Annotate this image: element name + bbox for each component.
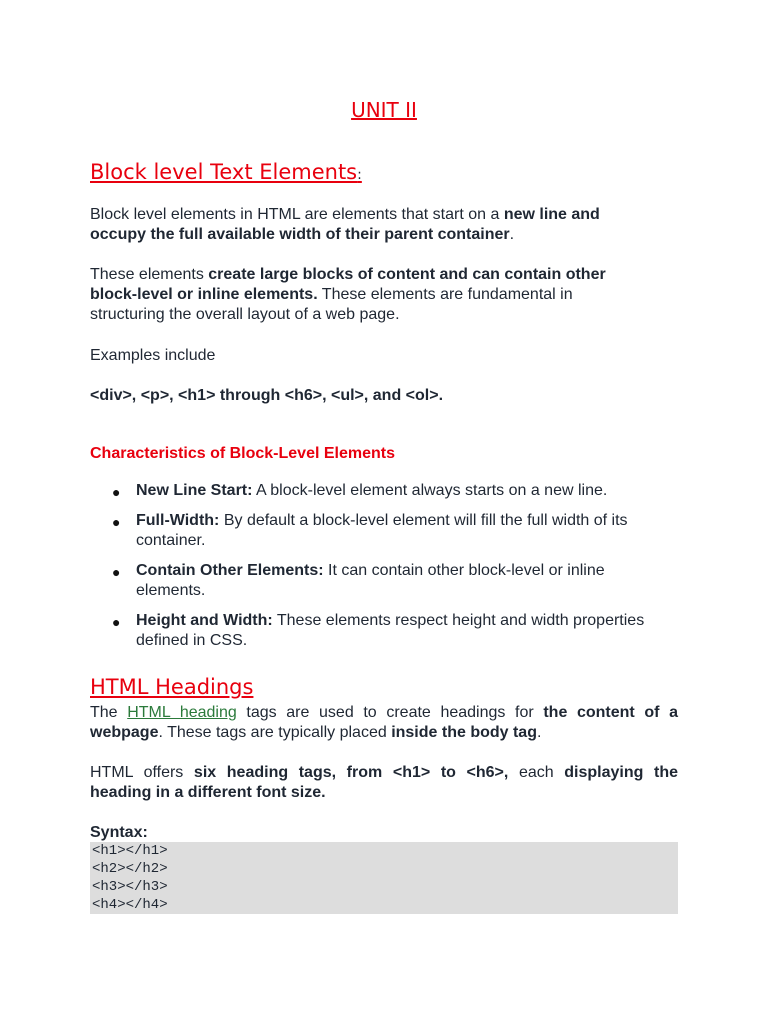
code-block — [90, 842, 678, 914]
bullet-text: It can contain other block-level or inline — [323, 562, 605, 579]
text-run: . — [536, 724, 542, 741]
paragraph-definition — [90, 205, 600, 245]
heading-colon: : — [357, 167, 362, 183]
bold-run: the content of a — [543, 704, 679, 721]
list-item-line — [136, 511, 690, 531]
bullet-term: Full-Width: — [136, 512, 220, 529]
examples-intro: Examples include — [90, 347, 216, 364]
paragraph-line — [90, 225, 600, 245]
list-item — [90, 481, 690, 501]
paragraph-line — [90, 703, 678, 723]
bold-run: create large blocks of content and can contain other — [208, 266, 606, 283]
bold-run: block-level or inline elements. — [90, 286, 318, 303]
examples-list: <div>, <p>, <h1> through <h6>, <ul>, and <ol>. — [90, 387, 444, 404]
paragraph-line — [90, 763, 678, 783]
characteristics-list — [90, 481, 690, 661]
code-line: <h4></h4> — [92, 897, 168, 913]
text-run: These elements are fundamental in — [317, 286, 573, 303]
bullet-icon: ● — [112, 484, 121, 500]
code-line: <h2></h2> — [92, 861, 168, 877]
bold-run: six heading tags, from <h1> to <h6>, — [193, 764, 509, 781]
paragraph-blocks — [90, 265, 606, 325]
bullet-text: A block-level element always starts on a new line. — [252, 482, 608, 499]
text-run: structuring the overall layout of a web page. — [90, 306, 400, 323]
code-line: <h3></h3> — [92, 879, 168, 895]
bold-run: inside the body tag — [391, 724, 537, 741]
unit-title: UNIT II — [351, 98, 417, 122]
list-item — [90, 611, 690, 651]
text-run: These elements — [90, 266, 209, 283]
section-heading-text: Block level Text Elements — [90, 160, 358, 184]
paragraph-six-tags — [90, 763, 678, 803]
list-item-line: elements. — [136, 582, 206, 599]
html-heading-link[interactable]: HTML heading — [127, 704, 237, 721]
list-item-line — [136, 481, 690, 501]
bullet-text: By default a block-level element will fill the full width of its — [219, 512, 628, 529]
bullet-icon: ● — [112, 564, 121, 580]
list-item — [90, 511, 690, 551]
bold-run: occupy the full available width of their parent container — [90, 226, 510, 243]
list-item-line: defined in CSS. — [136, 632, 248, 649]
text-run: each — [508, 764, 565, 781]
text-run: . These tags are typically placed — [158, 724, 392, 741]
bullet-text: These elements respect height and width properties — [272, 612, 645, 629]
code-line: <h1></h1> — [92, 843, 168, 859]
bullet-icon: ● — [112, 514, 121, 530]
bullet-term: Contain Other Elements: — [136, 562, 324, 579]
bold-run: displaying the — [564, 764, 679, 781]
paragraph-headings-intro — [90, 703, 678, 743]
syntax-label: Syntax: — [90, 824, 148, 841]
bullet-term: New Line Start: — [136, 482, 253, 499]
bold-run: new line and — [503, 206, 600, 223]
paragraph-line — [90, 723, 678, 743]
bullet-term: Height and Width: — [136, 612, 273, 629]
text-run: The — [90, 704, 128, 721]
paragraph-line — [90, 783, 678, 803]
paragraph-line — [90, 305, 606, 325]
text-run: . — [509, 226, 515, 243]
bold-run: heading in a different font size. — [90, 784, 326, 801]
list-item-line: container. — [136, 532, 206, 549]
section-heading-block-level — [90, 158, 362, 189]
paragraph-line — [90, 265, 606, 285]
section-heading-html-headings: HTML Headings — [90, 675, 254, 699]
text-run: HTML offers — [90, 764, 194, 781]
text-run: Block level elements in HTML are elements that start on a — [90, 206, 504, 223]
bullet-icon: ● — [112, 614, 121, 630]
text-run: tags are used to create headings for — [236, 704, 544, 721]
list-item-line — [136, 611, 690, 631]
characteristics-heading: Characteristics of Block-Level Elements — [90, 445, 396, 462]
list-item — [90, 561, 690, 601]
paragraph-line — [90, 285, 606, 305]
list-item-line — [136, 561, 690, 581]
bold-run: webpage — [90, 724, 159, 741]
paragraph-line — [90, 205, 600, 225]
